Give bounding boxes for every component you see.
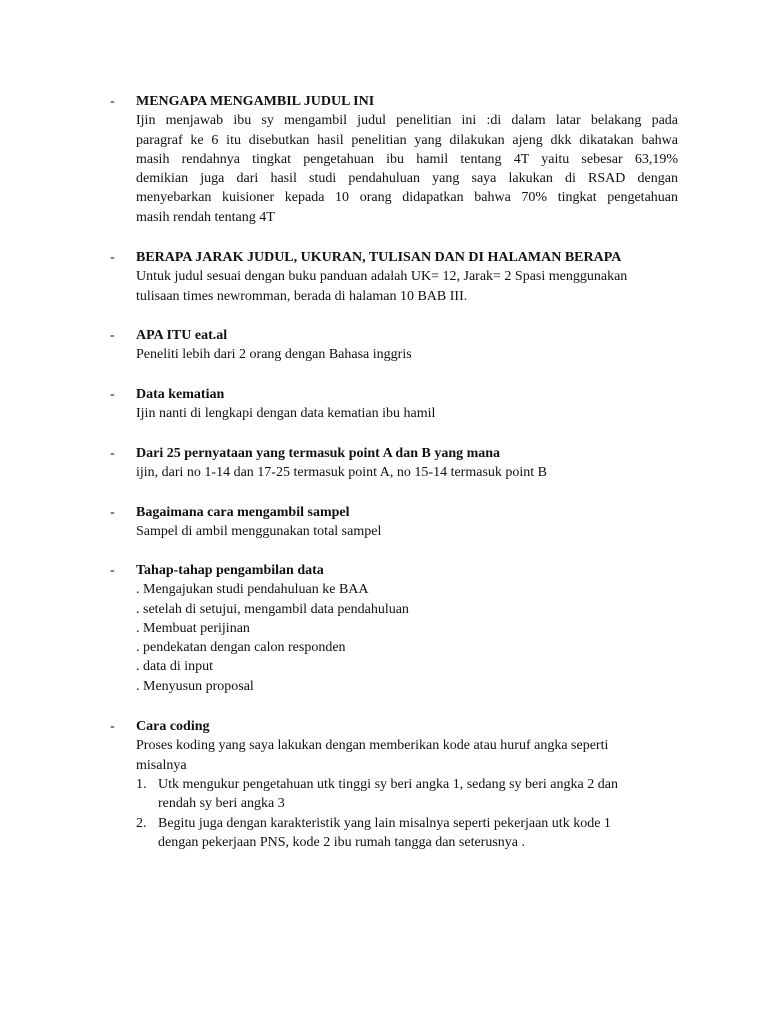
- bullet-dash: -: [110, 387, 115, 402]
- bullet-dash: -: [110, 446, 115, 461]
- body-line: ijin, dari no 1-14 dan 17-25 termasuk point A, no 15-14 termasuk point B: [136, 465, 548, 481]
- body-line: masih rendah tentang 4T: [136, 209, 275, 225]
- step-item: . Menyusun proposal: [136, 678, 254, 694]
- section-body: [136, 736, 678, 775]
- section-heading: Bagaimana cara mengambil sampel: [136, 505, 350, 520]
- section-body: [136, 463, 678, 482]
- bullet-dash: -: [110, 94, 115, 109]
- body-line: menyebarkan kuisioner kepada 10 orang didapatkan bahwa 70% tingkat pengetahuan: [136, 190, 678, 206]
- step-item: . Membuat perijinan: [136, 620, 250, 636]
- list-number: 2.: [136, 816, 147, 831]
- section-heading: MENGAPA MENGAMBIL JUDUL INI: [136, 94, 375, 109]
- bullet-dash: -: [110, 563, 115, 578]
- list-line: Begitu juga dengan karakteristik yang lain misalnya seperti pekerjaan utk kode 1: [158, 816, 611, 831]
- section-body: [136, 522, 678, 541]
- section-body: [136, 111, 678, 227]
- bullet-dash: -: [110, 719, 115, 734]
- section-heading: Tahap-tahap pengambilan data: [136, 563, 324, 578]
- section-heading: Dari 25 pernyataan yang termasuk point A dan B yang mana: [136, 446, 501, 461]
- section-heading: Cara coding: [136, 719, 210, 734]
- body-line: Ijin menjawab ibu sy mengambil judul penelitian ini :di dalam latar belakang pada: [136, 113, 678, 129]
- list-line: rendah sy beri angka 3: [158, 796, 285, 812]
- bullet-dash: -: [110, 505, 115, 520]
- body-line: Peneliti lebih dari 2 orang dengan Bahasa inggris: [136, 347, 412, 363]
- section-heading: Data kematian: [136, 387, 225, 402]
- body-line: Untuk judul sesuai dengan buku panduan adalah UK= 12, Jarak= 2 Spasi menggunakan: [136, 269, 628, 285]
- section-heading: BERAPA JARAK JUDUL, UKURAN, TULISAN DAN DI HALAMAN BERAPA: [136, 250, 622, 265]
- body-line: demikian juga dari hasil studi pendahuluan yang saya lakukan di RSAD dengan: [136, 171, 678, 187]
- body-line: Sampel di ambil menggunakan total sampel: [136, 524, 382, 540]
- step-item: . pendekatan dengan calon responden: [136, 640, 346, 656]
- body-line: Proses koding yang saya lakukan dengan memberikan kode atau huruf angka seperti: [136, 738, 609, 754]
- body-line: masih rendahnya tingkat pengetahuan ibu hamil tentang 4T yaitu sebesar 63,19%: [136, 151, 678, 167]
- list-line: Utk mengukur pengetahuan utk tinggi sy beri angka 1, sedang sy beri angka 2 dan: [158, 777, 618, 792]
- step-item: . setelah di setujui, mengambil data pendahuluan: [136, 601, 409, 617]
- bullet-dash: -: [110, 328, 115, 343]
- body-line: paragraf ke 6 itu disebutkan hasil penelitian yang dilakukan ajeng dkk dikatakan bahwa: [136, 132, 678, 148]
- body-line: misalnya: [136, 757, 187, 773]
- body-line: Ijin nanti di lengkapi dengan data kematian ibu hamil: [136, 406, 436, 422]
- section-body: [136, 267, 678, 306]
- list-item-text: [158, 775, 678, 814]
- list-item-text: [158, 814, 678, 853]
- numbered-list-item: [136, 814, 678, 853]
- section-body: [136, 345, 678, 364]
- section-heading: APA ITU eat.al: [136, 328, 228, 343]
- section-body: [136, 404, 678, 423]
- step-item: . Mengajukan studi pendahuluan ke BAA: [136, 582, 369, 598]
- body-line: tulisaan times newromman, berada di halaman 10 BAB III.: [136, 288, 468, 304]
- bullet-dash: -: [110, 250, 115, 265]
- numbered-list-item: [136, 775, 678, 814]
- step-item: . data di input: [136, 659, 213, 675]
- list-number: 1.: [136, 777, 147, 792]
- list-line: dengan pekerjaan PNS, kode 2 ibu rumah tangga dan seterusnya .: [158, 835, 526, 851]
- section-body: [136, 580, 678, 696]
